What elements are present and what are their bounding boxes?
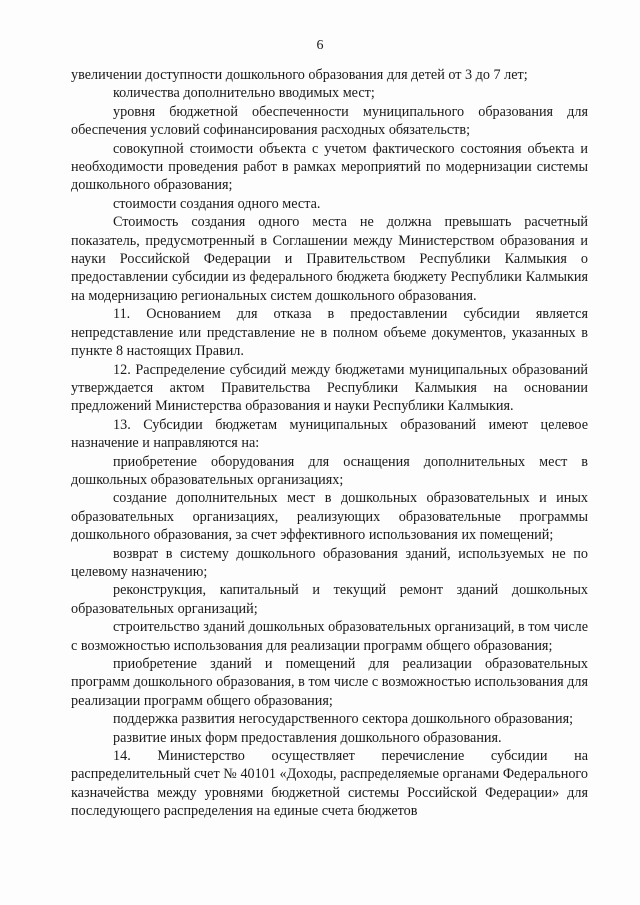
paragraph: 11. Основанием для отказа в предоставлении субсидии является непредставление или представление не в полном объеме документов, указанных в пункте 8 настоящих Правил. [71, 306, 588, 360]
paragraph: уровня бюджетной обеспеченности муниципального образования для обеспечения условий софинансирования расходных обязательств; [71, 103, 588, 139]
paragraph: совокупной стоимости объекта с учетом фактического состояния объекта и необходимости проведения работ в рамках мероприятий по модернизации системы дошкольного образования; [71, 140, 588, 194]
paragraph: поддержка развития негосударственного сектора дошкольного образования; [113, 711, 574, 728]
paragraph: 14. Министерство осуществляет перечисление субсидии на распределительный счет № 40101 «Доходы, распределяемые органами Федерального казначейства между уровнями бюджетной системы Российской Федерации» для последующего распределения на единые счета бюджетов [71, 748, 588, 820]
document-body [71, 66, 588, 821]
paragraph: приобретение оборудования для оснащения дополнительных мест в дошкольных образовательных организациях; [71, 453, 588, 488]
paragraph: реконструкция, капитальный и текущий ремонт зданий дошкольных образовательных организаций; [71, 582, 588, 617]
paragraph: строительство зданий дошкольных образовательных организаций, в том числе с возможностью использования для реализации программ общего образования; [71, 619, 588, 654]
paragraph: приобретение зданий и помещений для реализации образовательных программ дошкольного образования, в том числе с возможностью использования для реализации программ общего образования; [71, 656, 588, 709]
paragraph: 13. Субсидии бюджетам муниципальных образований имеют целевое назначение и направляются на: [71, 416, 588, 452]
paragraph: развитие иных форм предоставления дошкольного образования. [113, 729, 502, 746]
paragraph: стоимости создания одного места. [113, 195, 321, 212]
page-number: 6 [316, 38, 324, 53]
paragraph: возврат в систему дошкольного образования зданий, используемых не по целевому назначению; [71, 545, 588, 580]
paragraph: Стоимость создания одного места не должна превышать расчетный показатель, предусмотренный в Соглашении между Министерством образования и науки Российской Федерации и Правительством Республики Калмыкия о предоставлении субсидии из федерального бюджета бюджету Республики Калмыкия на модернизацию региональных систем дошкольного образования. [71, 214, 588, 304]
paragraph: 12. Распределение субсидий между бюджетами муниципальных образований утверждается актом Правительства Республики Калмыкия на основании предложений Министерства образования и науки Республики Калмыкия. [71, 361, 588, 415]
paragraph: количества дополнительно вводимых мест; [113, 85, 375, 102]
paragraph: создание дополнительных мест в дошкольных образовательных и иных образовательных организациях, реализующих образовательные программы дошкольного образования, за счет эффективного использования их помещений; [71, 490, 588, 544]
paragraph: увеличении доступности дошкольного образования для детей от 3 до 7 лет; [71, 67, 528, 83]
